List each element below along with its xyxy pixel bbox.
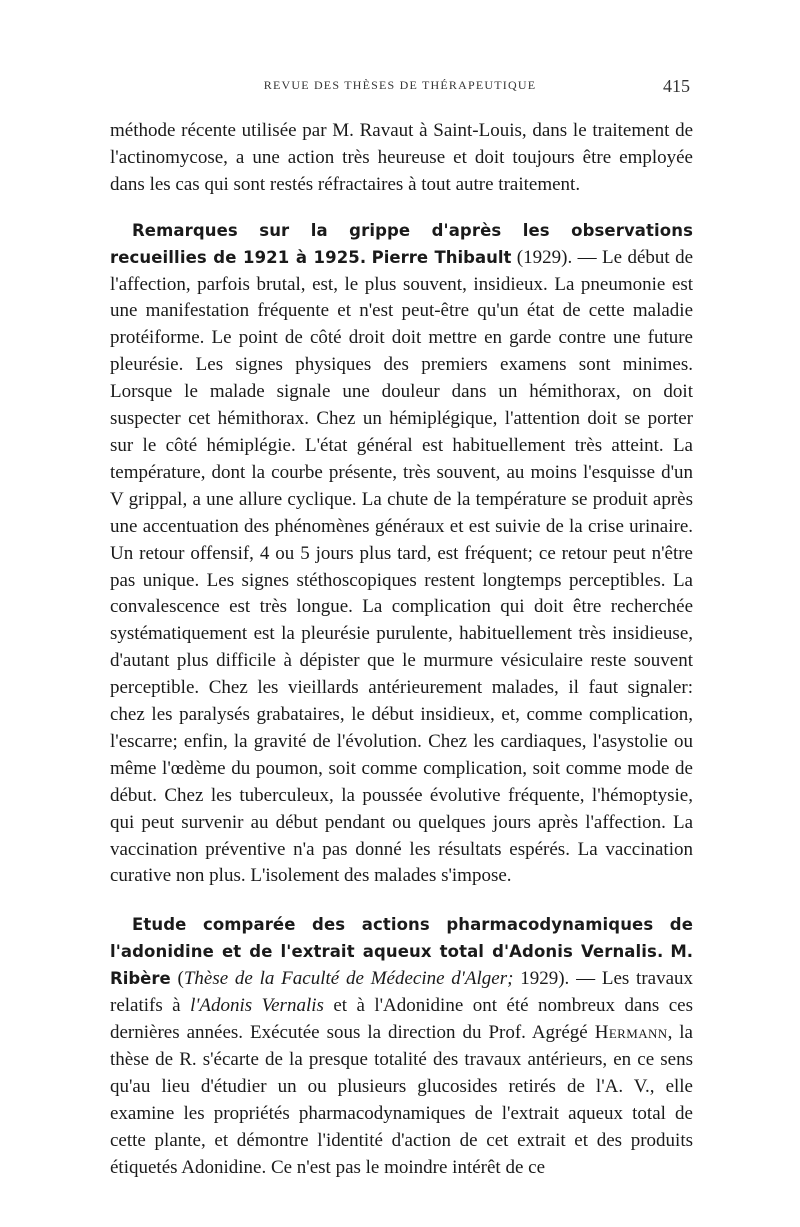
text-column — [110, 118, 693, 1181]
entry-adonis-body-1: Les travaux relatifs à — [110, 968, 694, 1017]
entry-adonis-dash: — — [576, 968, 596, 990]
entry-adonis-author: M. Ribère — [110, 942, 693, 989]
entry-grippe-title: Remarques sur la grippe d'après les observations recueillies de 1921 à 1925. — [110, 220, 693, 267]
entry-adonis-title: Etude comparée des actions pharmacodynamiques de l'adonidine et de l'extrait aqueux total d'Adonis Vernalis. — [110, 915, 693, 962]
entry-adonis-body-italic: l'Adonis Vernalis — [190, 995, 324, 1017]
entry-adonis-body-3: , la thèse de R. s'écarte de la presque totalité des travaux antérieurs, en ce sens qu'au lieu d'étudier un ou plusieurs glucosides retirés de l'A. V., elle examine les propriétés pharmacodynamiques de l'extrait aqueux total de cette plante, et démontre l'identité d'action de cet extrait et des produits étiquetés Adonidine. Ce n'est pas le moindre intérêt de ce — [110, 1022, 693, 1178]
entry-adonis — [110, 912, 693, 1181]
continuation-text: méthode récente utilisée par M. Ravaut à Saint-Louis, dans le traitement de l'actinomycose, a une action très heureuse et doit toujours être employée dans les cas qui sont restés réfractaires à tout autre traitement. — [110, 120, 693, 195]
entry-grippe — [110, 218, 693, 891]
entry-adonis-body-2: et à l'Adonidine ont été nombreux dans ces dernières années. Exécutée sous la direction du Prof. Agrégé — [110, 995, 694, 1043]
entry-grippe-year: (1929). — [516, 246, 573, 268]
running-head — [110, 78, 690, 102]
entry-adonis-source: Thèse de la Faculté de Médecine d'Alger; — [183, 968, 514, 990]
entry-adonis-source-year: 1929). — [520, 968, 570, 990]
entry-adonis-body-name: Hermann — [594, 1022, 668, 1043]
entry-grippe-body: — Le début de l'affection, parfois brutal, est, le plus souvent, insidieux. La pneumonie est une manifestation fréquente et n'est peut-être qu'un état de cette maladie protéiforme. Le point de côté droit doit mettre en garde contre une future pleurésie. Les signes physiques des premiers examens sont minimes. Lorsque le malade signale une douleur dans un hémithorax, on doit suspecter cet hémithorax. Chez un hémiplégique, l'attention doit se porter sur le côté hémiplégie. L'état général est habituellement très atteint. La température, dont la courbe présente, très souvent, au moins l'esquisse d'un V grippal, a une allure cyclique. La chute de la température se produit après une accentuation des phénomènes généraux et est suivie de la crise urinaire. Un retour offensif, 4 ou 5 jours plus tard, est fréquent; ce retour peut n'être pas unique. Les signes stéthoscopiques restent longtemps perceptibles. La convalescence est très longue. La complication qui doit être recherchée systématiquement est la pleurésie purulente, habituellement très insidieuse, d'autant plus difficile à dépister que le murmure vésiculaire reste souvent perceptible. Chez les vieillards antérieurement malades, il faut signaler: chez les paralysés grabataires, le début insidieux, et, comme complication, l'escarre; enfin, la gravité de l'évolution. Chez les cardiaques, l'asystolie ou même l'œdème du poumon, soit comme complication, soit comme mode de début. Chez les tuberculeux, la poussée évolutive fréquente, l'hémoptysie, qui peut survenir au début pendant ou quelques jours après l'affection. La vaccination préventive n'a pas donné les résultats espérés. La vaccination curative non plus. L'isolement des malades s'impose. — [110, 246, 694, 887]
entry-grippe-author: Pierre Thibault — [371, 247, 512, 267]
continuation-paragraph — [110, 118, 693, 199]
entry-adonis-source-open: ( — [177, 968, 184, 990]
running-title: REVUE DES THÈSES DE THÉRAPEUTIQUE — [263, 78, 537, 92]
page-number: 415 — [663, 76, 690, 96]
